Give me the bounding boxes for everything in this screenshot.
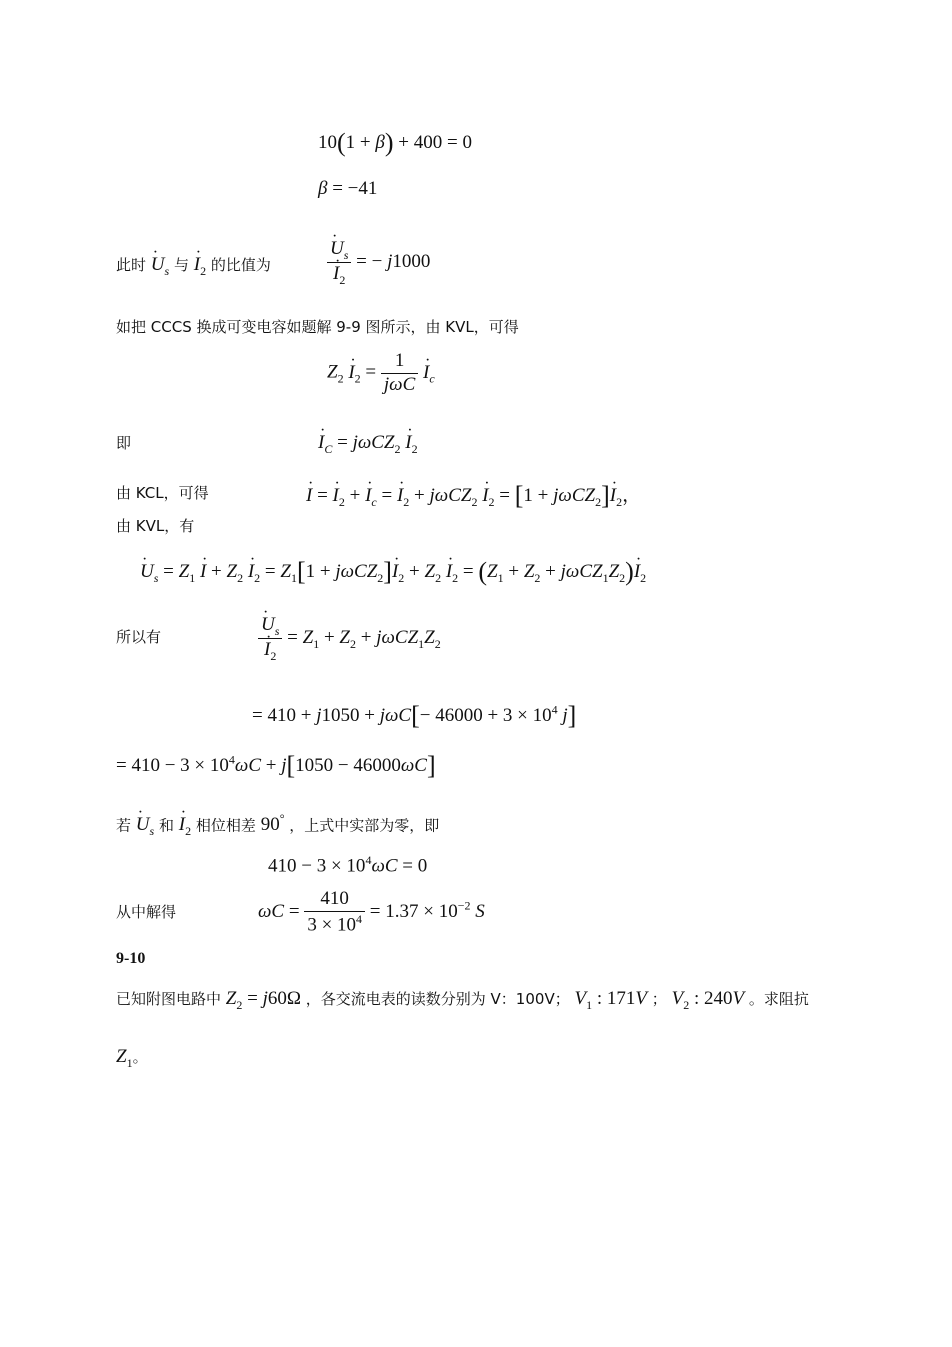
kvl-label: 由 KVL，有 bbox=[116, 517, 195, 535]
phase-condition-text: 若 · $U_s$ 和 · $I_2$ 相位相差 90° ，上式中实部为零，即 bbox=[116, 812, 439, 839]
ratio-intro-text: 此时 · $U_s$ 与 · $I_2$ 的比值为 bbox=[116, 254, 271, 278]
ji-label: 即 bbox=[116, 434, 132, 452]
equation-expanded: = $410 + j1050 + j\omega C[- 46000 + 3 \times 10^4$ j] bbox=[252, 701, 577, 730]
problem-statement-end: $Z_1$。 bbox=[116, 1046, 148, 1070]
equation-separated: = $410 - 3 \times 10^4\omega C + j[1050 - 46000\omega C]$ bbox=[116, 751, 436, 780]
suoyi-label: 所以有 bbox=[116, 628, 162, 646]
equation-kvl: · $U_s = Z_1 \cdot I + Z_2 \cdot I_2 = Z_1[1 + j\omega CZ_2]\cdot I_2 + Z_2 \cdot I_2 = (Z_1 + Z_2 + j\omega CZ_1Z_2)\cdot I_2$ bbox=[140, 556, 646, 587]
kcl-label: 由 KCL，可得 bbox=[116, 484, 209, 502]
equation-beta-condition: 10(1 + β) + 400 = 0 bbox=[318, 128, 472, 157]
equation-ic: · $I_C = j\omega CZ_2 \cdot I_2$ bbox=[318, 432, 418, 456]
equation-z2-i2: $Z_2 \cdot I_2$ = $\frac{1}{\text{jωC}}$ · $I_c$ bbox=[327, 350, 435, 397]
problem-number: 9-10 bbox=[116, 950, 146, 967]
cccs-paragraph: 如把 CCCS 换成可变电容如题解 9-9 图所示，由 KVL，可得 bbox=[116, 318, 519, 336]
equation-ratio-z: · $U_s$ · $I_2$ = $Z_1 + Z_2 + j\omega CZ_1Z_2$ bbox=[258, 614, 441, 663]
equation-ratio: · $U_s$ · $I_2$ = − j1000 bbox=[327, 238, 430, 287]
problem-statement: 已知附图电路中 $Z_2 = j60\Omega$ ，各交流电表的读数分别为 V：100V； $V_1$ : 171V ； $V_2$ : 240V 。求阻抗 bbox=[116, 988, 809, 1012]
equation-real-zero: $410 - 3 \times 10^4\omega C = 0$ bbox=[268, 853, 428, 877]
equation-beta-value: β = −41 bbox=[318, 178, 378, 199]
equation-omega-c: ωC = $\frac{410}{3 \times 10^4}$ = $1.37 \times 10^{-2}$ S bbox=[258, 888, 485, 936]
equation-kcl: · I = · $I_2$ + · $I_c$ = · $I_2 + j\omega CZ_2 \cdot I_2 = [1 + j\omega CZ_2]\cdot I_2$， bbox=[306, 480, 641, 511]
solve-label: 从中解得 bbox=[116, 903, 177, 921]
